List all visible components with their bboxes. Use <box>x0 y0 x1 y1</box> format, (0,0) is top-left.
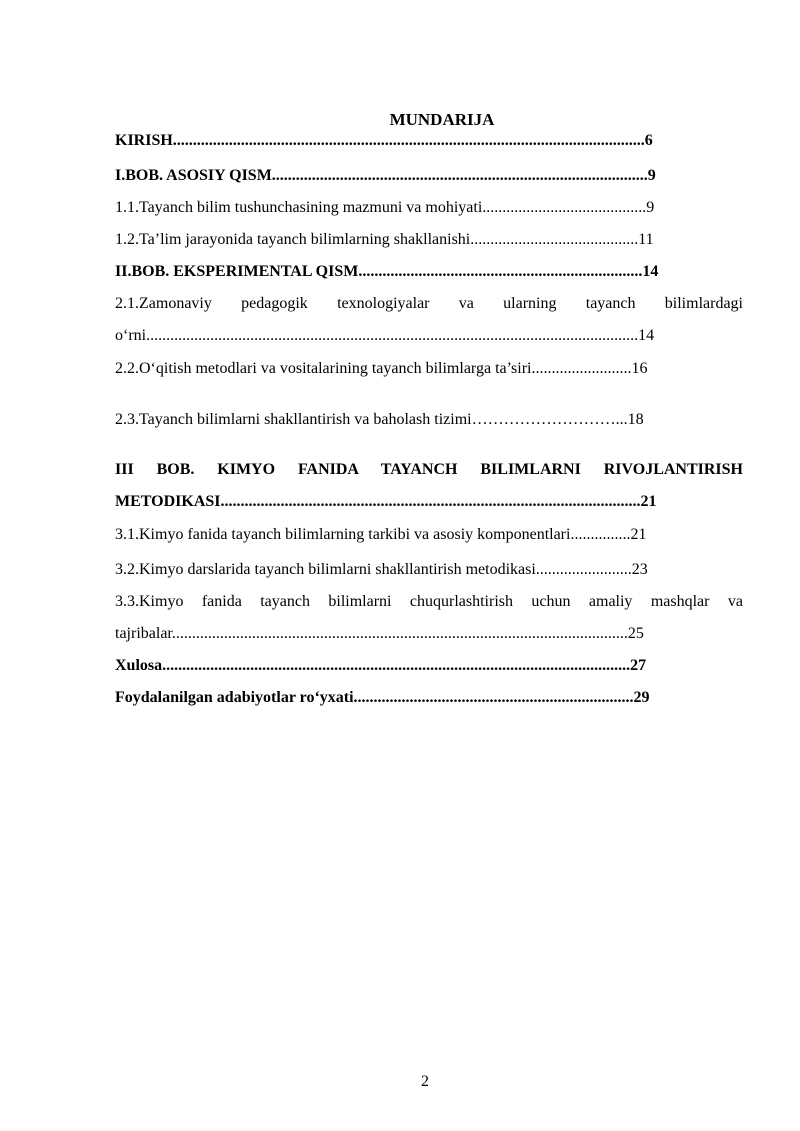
toc-entry-adabiyotlar: Foydalanilgan adabiyotlar ro‘yxati......................................................................29 <box>115 689 650 706</box>
toc-entry-3-2: 3.2.Kimyo darslarida tayanch bilimlarni shakllantirish metodikasi........................23 <box>115 561 648 578</box>
toc-entry-bob1: I.BOB. ASOSIY QISM..............................................................................................9 <box>115 167 656 184</box>
toc-entry-2-3: 2.3.Tayanch bilimlarni shakllantirish va baholash tizimi………………………...18 <box>115 411 644 428</box>
toc-entry-2-1-line2: o‘rni...........................................................................................................................14 <box>115 327 655 344</box>
toc-entry-1-1: 1.1.Tayanch bilim tushunchasining mazmuni va mohiyati.........................................9 <box>115 199 655 216</box>
toc-entry-xulosa: Xulosa.....................................................................................................................27 <box>115 657 647 674</box>
toc-entry-kirish: KIRISH......................................................................................................................6 <box>115 132 653 149</box>
toc-entry-bob2: II.BOB. EKSPERIMENTAL QISM.......................................................................14 <box>115 263 659 280</box>
page-number: 2 <box>421 1073 429 1090</box>
page-title: MUNDARIJA <box>389 110 495 129</box>
toc-entry-3-3-line1: 3.3.Kimyo fanida tayanch bilimlarni chuqurlashtirish uchun amaliy mashqlar va <box>115 593 743 610</box>
toc-entry-3-3-line2: tajribalar..................................................................................................................25 <box>115 625 644 642</box>
toc-entry-bob3-line2: METODIKASI.........................................................................................................21 <box>115 493 657 510</box>
toc-entry-1-2: 1.2.Ta’lim jarayonida tayanch bilimlarning shakllanishi..........................................11 <box>115 231 654 248</box>
toc-entry-3-1: 3.1.Kimyo fanida tayanch bilimlarning tarkibi va asosiy komponentlari...............21 <box>115 526 647 543</box>
toc-entry-bob3-line1: III BOB. KIMYO FANIDA TAYANCH BILIMLARNI RIVOJLANTIRISH <box>115 461 743 478</box>
toc-entry-2-1-line1: 2.1.Zamonaviy pedagogik texnologiyalar va ularning tayanch bilimlardagi <box>115 295 743 312</box>
toc-entry-2-2: 2.2.O‘qitish metodlari va vositalarining tayanch bilimlarga ta’siri.........................16 <box>115 360 648 377</box>
